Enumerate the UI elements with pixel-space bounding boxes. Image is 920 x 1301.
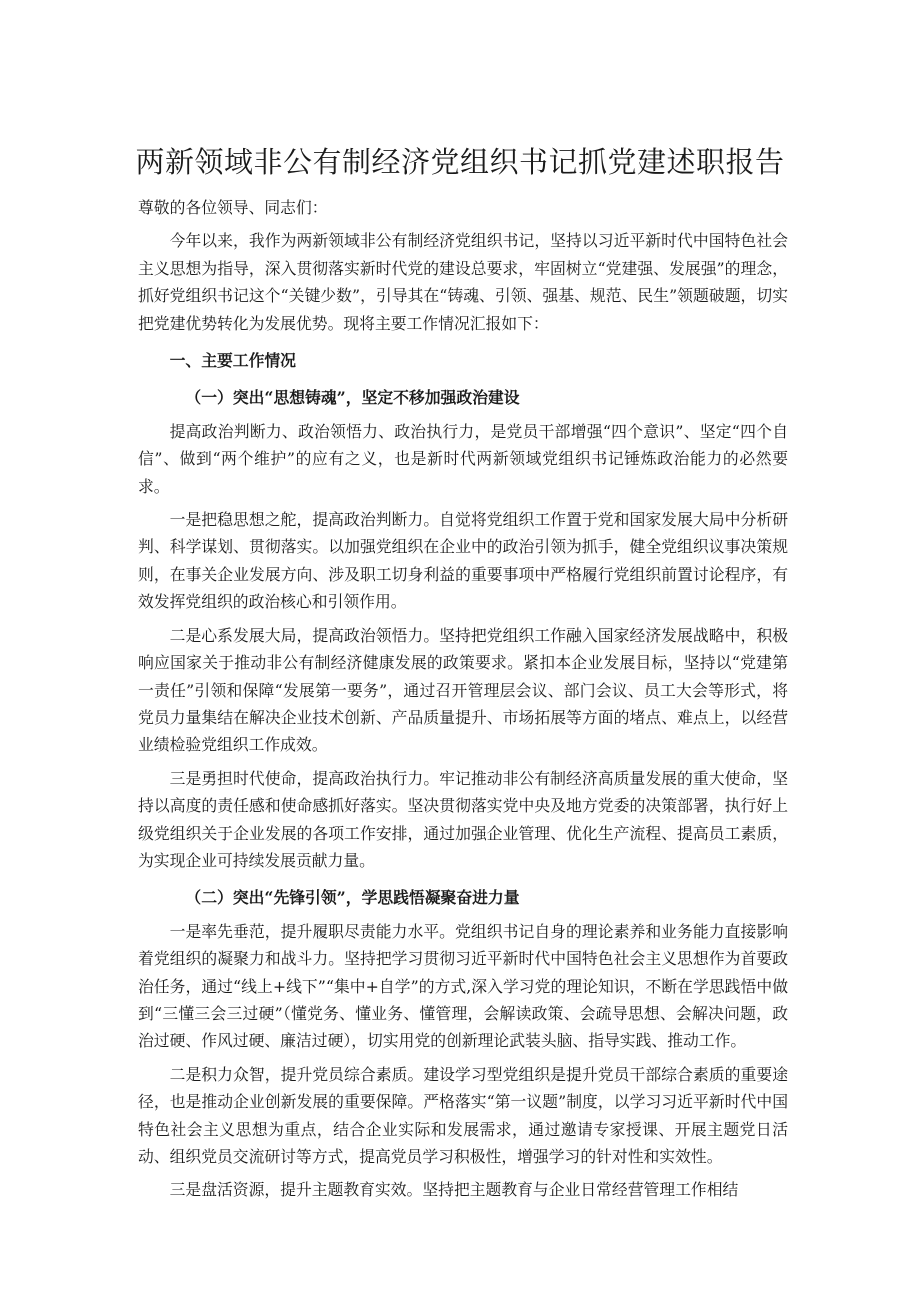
paragraph: 提高政治判断力、政治领悟力、政治执行力，是党员干部增强“四个意识”、坚定“四个自信”、做到“两个维护”的应有之义，也是新时代两新领域党组织书记锤炼政治能力的必然要求。 xyxy=(138,421,788,496)
intro-paragraph: 今年以来，我作为两新领域非公有制经济党组织书记，坚持以习近平新时代中国特色社会主义思想为指导，深入贯彻落实新时代党的建设总要求，牢固树立“党建强、发展强”的理念，抓好党组织书记这个“关键少数”，引导其在“铸魂、引领、强基、规范、民生”领题破题，切实把党建优势转化为发展优势。现将主要工作情况汇报如下： xyxy=(138,231,788,333)
paragraph: 一是率先垂范，提升履职尽责能力水平。党组织书记自身的理论素养和业务能力直接影响着党组织的凝聚力和战斗力。坚持把学习贯彻习近平新时代中国特色社会主义思想作为首要政治任务，通过“线上+线下”“集中+自学”的方式,深入学习党的理论知识，不断在学思践悟中做到“三懂三会三过硬”（懂党务、懂业务、懂管理，会解读政策、会疏导思想、会解决问题，政治过硬、作风过硬、廉洁过硬），切实用党的创新理论武装头脑、指导实践、推动工作。 xyxy=(138,921,788,1051)
document-body xyxy=(138,194,788,1204)
section-heading: 一、主要工作情况 xyxy=(169,351,296,371)
paragraph: 三是勇担时代使命，提高政治执行力。牢记推动非公有制经济高质量发展的重大使命，坚持以高度的责任感和使命感抓好落实。坚决贯彻落实党中央及地方党委的决策部署，执行好上级党组织关于企业发展的各项工作安排，通过加强企业管理、优化生产流程、提高员工素质，为实现企业可持续发展贡献力量。 xyxy=(138,768,788,870)
subsection-heading-1: （一）突出“思想铸魂”，坚定不移加强政治建设 xyxy=(185,388,520,408)
paragraph: 三是盘活资源，提升主题教育实效。坚持把主题教育与企业日常经营管理工作相结 xyxy=(169,1180,739,1200)
paragraph: 二是心系发展大局，提高政治领悟力。坚持把党组织工作融入国家经济发展战略中，积极响应国家关于推动非公有制经济健康发展的政策要求。紧扣本企业发展目标，坚持以“党建第一责任”引领和保障“发展第一要务”，通过召开管理层会议、部门会议、员工大会等形式，将党员力量集结在解决企业技术创新、产品质量提升、市场拓展等方面的堵点、难点上，以经营业绩检验党组织工作成效。 xyxy=(138,625,788,755)
subsection-heading-2: （二）突出“先锋引领”，学思践悟凝聚奋进力量 xyxy=(185,888,520,908)
paragraph: 二是积力众智，提升党员综合素质。建设学习型党组织是提升党员干部综合素质的重要途径，也是推动企业创新发展的重要保障。严格落实“第一议题”制度，以学习习近平新时代中国特色社会主义思想为重点，结合企业实际和发展需求，通过邀请专家授课、开展主题党日活动、组织党员交流研讨等方式，提高党员学习积极性，增强学习的针对性和实效性。 xyxy=(138,1064,788,1166)
salutation: 尊敬的各位领导、同志们： xyxy=(138,198,328,217)
page-title: 两新领域非公有制经济党组织书记抓党建述职报告 xyxy=(135,145,785,179)
paragraph: 一是把稳思想之舵，提高政治判断力。自觉将党组织工作置于党和国家发展大局中分析研判、科学谋划、贯彻落实。以加强党组织在企业中的政治引领为抓手，健全党组织议事决策规则，在事关企业发展方向、涉及职工切身利益的重要事项中严格履行党组织前置讨论程序，有效发挥党组织的政治核心和引领作用。 xyxy=(138,510,788,612)
